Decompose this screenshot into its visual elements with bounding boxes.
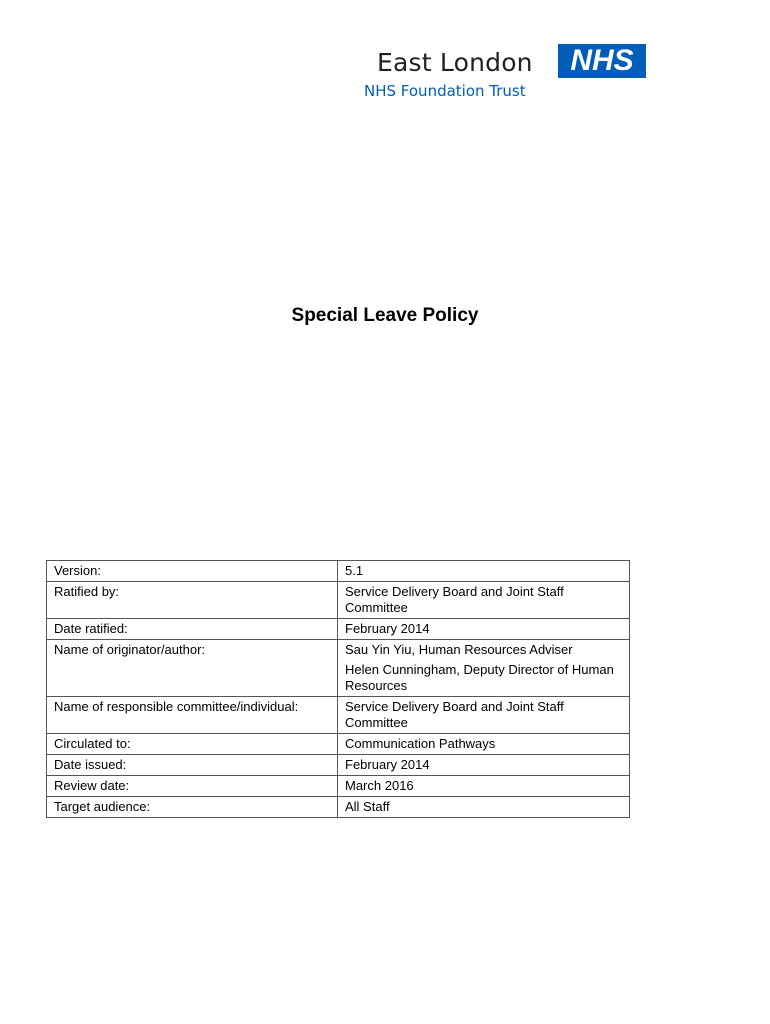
details-value-line: Service Delivery Board and Joint Staff Committee <box>345 584 564 615</box>
document-title: Special Leave Policy <box>291 305 479 326</box>
details-value-line: Service Delivery Board and Joint Staff Committee <box>345 699 564 730</box>
details-label: Name of responsible committee/individual: <box>47 697 338 734</box>
details-row-responsible-committee <box>47 697 630 734</box>
details-value-line: 5.1 <box>345 563 364 578</box>
details-value <box>338 619 630 640</box>
details-row-date-ratified <box>47 619 630 640</box>
details-value <box>338 734 630 755</box>
details-label: Circulated to: <box>47 734 338 755</box>
details-value <box>338 797 630 818</box>
logo-org-name: East London <box>377 48 533 77</box>
details-value <box>338 640 630 697</box>
details-value-line: Helen Cunningham, Deputy Director of Human Resources <box>345 662 614 693</box>
details-row-review-date <box>47 776 630 797</box>
document-details-table <box>46 560 630 818</box>
details-value <box>338 755 630 776</box>
nhs-trust-logo <box>360 40 650 104</box>
nhs-badge-text: NHS <box>570 44 634 77</box>
details-label: Version: <box>47 561 338 582</box>
details-value-line: March 2016 <box>345 778 414 793</box>
details-value <box>338 582 630 619</box>
details-value <box>338 776 630 797</box>
details-label: Target audience: <box>47 797 338 818</box>
details-value-line: All Staff <box>345 799 390 814</box>
details-row-version <box>47 561 630 582</box>
details-value-line: February 2014 <box>345 621 430 636</box>
details-label: Ratified by: <box>47 582 338 619</box>
details-row-circulated-to <box>47 734 630 755</box>
details-label: Date ratified: <box>47 619 338 640</box>
details-label: Date issued: <box>47 755 338 776</box>
details-value <box>338 697 630 734</box>
details-value-line: Sau Yin Yiu, Human Resources Adviser <box>345 642 573 657</box>
details-value-line: Communication Pathways <box>345 736 496 751</box>
details-label: Name of originator/author: <box>47 640 338 697</box>
details-row-target-audience <box>47 797 630 818</box>
details-row-date-issued <box>47 755 630 776</box>
details-label: Review date: <box>47 776 338 797</box>
details-row-originator <box>47 640 630 697</box>
details-row-ratified-by <box>47 582 630 619</box>
details-value-line: February 2014 <box>345 757 430 772</box>
nhs-badge <box>558 44 646 78</box>
details-value <box>338 561 630 582</box>
logo-trust-name: NHS Foundation Trust <box>364 82 526 100</box>
